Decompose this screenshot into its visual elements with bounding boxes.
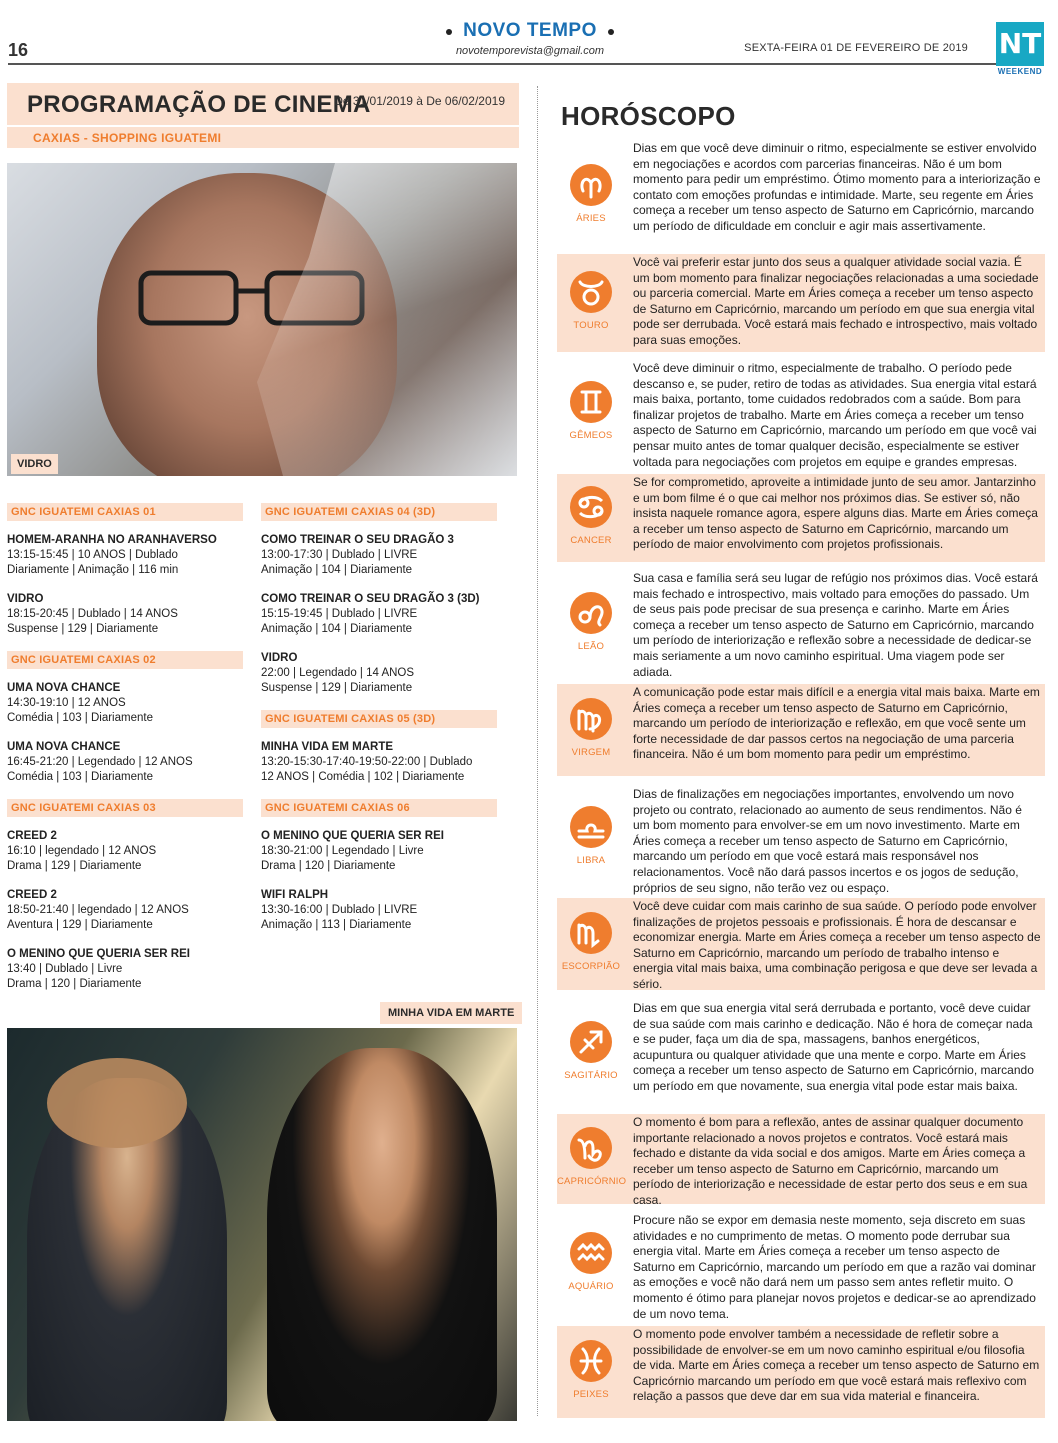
- sign-text: Dias em que você deve diminuir o ritmo, especialmente se estiver envolvido em negociações e acordos com parcerias financeiras. Não é um bom momento para pedir um empréstimo. Ótimo momento para a interiorização e contato com emoções profundas e intimidade. Marte, seu regente em Áries começa a receber um tenso aspecto de Saturno em Capricórnio, marcando um período de dificuldade em concluir e agir mais assertivamente.: [633, 141, 1041, 233]
- sign-name: VIRGEM: [571, 747, 611, 758]
- horoscope-entry: [557, 474, 1045, 562]
- sign-text: Você deve diminuir o ritmo, especialmente de trabalho. O período pede descanso e, se puder, retiro de todas as atividades. Sua energia vital estará mais baixa, portanto, tome cuidados redobrados com a saúde. Bom para finalizar projetos de trabalho. Marte em Áries começa a receber um tenso aspecto de Saturno em Capricórnio, marcando um período em que você vai pensar muito antes de tomar qualquer decisão, especialmente se estiver voltada para negociações com projetos em equipe e grandes empresas.: [633, 361, 1037, 469]
- movie-details: 13:00-17:30 | Dublado | LIVRE: [261, 549, 418, 561]
- movie-title: O MENINO QUE QUERIA SER REI: [261, 830, 444, 842]
- sign-icon-cell: [557, 1212, 625, 1316]
- movie-title: CREED 2: [7, 830, 57, 842]
- movie-listing: [7, 681, 243, 726]
- sign-name: ÁRIES: [576, 213, 606, 224]
- movie-listing: [7, 829, 243, 874]
- sign-name: AQUÁRIO: [568, 1281, 614, 1292]
- movie-details: 22:00 | Legendado | 14 ANOS: [261, 667, 415, 679]
- movie-details: Comédia | 103 | Diariamente: [7, 712, 153, 724]
- movie-title: MINHA VIDA EM MARTE: [261, 741, 394, 753]
- sign-text: Se for comprometido, aproveite a intimidade junto de seu amor. Jantarzinho e um bom filme é o que cai melhor nos próximos dias. Se estiver só, não insista naquele romance agora, espere alguns dias. Marte em Áries começa a receber um tenso aspecto de Saturno em Capricórnio, marcando um período de maior envolvimento com projetos profissionais.: [633, 475, 1038, 552]
- movie-title: COMO TREINAR O SEU DRAGÃO 3: [261, 534, 454, 546]
- movie-details: Comédia | 103 | Diariamente: [7, 771, 153, 783]
- sign-name: TOURO: [573, 320, 609, 331]
- sign-name: PEIXES: [573, 1389, 609, 1400]
- aries-icon: [567, 161, 615, 209]
- sign-icon-cell: [557, 360, 625, 466]
- movie-listing: [261, 533, 497, 578]
- room-header: GNC IGUATEMI CAXIAS 05 (3D): [261, 710, 497, 728]
- scorpio-icon: [567, 909, 615, 957]
- logo-subtitle: WEEKEND: [997, 67, 1043, 76]
- movie-details: Animação | 113 | Diariamente: [261, 919, 412, 931]
- brand-email[interactable]: novotemporevista@gmail.com: [455, 45, 605, 57]
- movie-listing: [7, 592, 243, 637]
- movie-details: Suspense | 129 | Diariamente: [7, 623, 159, 635]
- movie-details: 13:40 | Dublado | Livre: [7, 963, 123, 975]
- pisces-icon: [567, 1337, 615, 1385]
- horoscope-entry: [557, 1212, 1045, 1321]
- poster-caption-vidro: VIDRO: [11, 454, 58, 474]
- vidro-poster-image: [7, 163, 517, 476]
- sign-icon-cell: [557, 684, 625, 776]
- sign-icon-cell: [557, 1326, 625, 1418]
- sign-name: CANCER: [570, 535, 612, 546]
- movie-details: 13:30-16:00 | Dublado | LIVRE: [261, 904, 418, 916]
- sign-text: Dias em que sua energia vital será derrubada e portanto, você deve cuidar de sua saúde com mais carinho e dedicação. Não é hora de começar nada e se puder, faça um dia de spa, massagens, banhos energéticos, acupuntura ou qualquer atividade que una mente e corpo. Marte em Áries começa a receber um tenso aspecto de Saturno em Capricórnio, marcando um período em que novamente, sua energia vital pode estar mais baixa.: [633, 1001, 1034, 1093]
- movie-details: Suspense | 129 | Diariamente: [261, 682, 413, 694]
- movie-listing: [261, 592, 497, 637]
- capricorn-icon: [567, 1124, 615, 1172]
- movie-listing: [261, 651, 497, 696]
- movie-details: Animação | 104 | Diariamente: [261, 564, 413, 576]
- sign-icon-cell: [557, 140, 625, 252]
- aquarius-icon: [567, 1229, 615, 1277]
- movie-title: CREED 2: [7, 889, 57, 901]
- movie-listing: [7, 533, 243, 578]
- sign-text: A comunicação pode estar mais difícil e a energia vital mais baixa. Marte em Áries começa a receber um tenso aspecto de Saturno em Capricórnio, marcando um período de interiorização e reflexão, em que você sente um forte necessidade de dar passos certos na negociação de uma parceria financeira. Não é um bom momento para pedir um empréstimo.: [633, 685, 1040, 762]
- movie-details: 14:30-19:10 | 12 ANOS: [7, 697, 126, 709]
- movie-details: Animação | 104 | Diariamente: [261, 623, 413, 635]
- header-divider: [8, 63, 996, 65]
- libra-icon: [567, 803, 615, 851]
- room-header: GNC IGUATEMI CAXIAS 06: [261, 799, 497, 817]
- sign-icon-cell: [557, 570, 625, 678]
- cinema-location: CAXIAS - SHOPPING IGUATEMI: [33, 131, 222, 145]
- sagittarius-icon: [567, 1018, 615, 1066]
- cinema-title: PROGRAMAÇÃO DE CINEMA: [27, 91, 371, 118]
- column-divider: [537, 86, 538, 1416]
- movie-details: Drama | 120 | Diariamente: [261, 860, 396, 872]
- cinema-dates: De 31/01/2019 à De 06/02/2019: [334, 94, 505, 108]
- cinema-location-bar: [7, 125, 519, 148]
- movie-details: 13:15-15:45 | 10 ANOS | Dublado: [7, 549, 178, 561]
- movie-details: Diariamente | Animação | 116 min: [7, 564, 179, 576]
- movie-title: UMA NOVA CHANCE: [7, 741, 121, 753]
- movie-title: WIFI RALPH: [261, 889, 329, 901]
- poster-woman-figure: [267, 1048, 497, 1421]
- movie-details: 13:20-15:30-17:40-19:50-22:00 | Dublado: [261, 756, 473, 768]
- cinema-header: [7, 83, 519, 148]
- cancer-icon: [567, 483, 615, 531]
- sign-name: ESCORPIÃO: [561, 961, 621, 972]
- room-header: GNC IGUATEMI CAXIAS 03: [7, 799, 243, 817]
- sign-icon-cell: [557, 1000, 625, 1106]
- sign-name: CAPRICÓRNIO: [557, 1176, 627, 1187]
- movie-title: COMO TREINAR O SEU DRAGÃO 3 (3D): [261, 593, 480, 605]
- movie-listing: [261, 829, 497, 874]
- movie-details: Drama | 129 | Diariamente: [7, 860, 142, 872]
- bullet-dot-icon: [608, 29, 614, 35]
- room-header: GNC IGUATEMI CAXIAS 02: [7, 651, 243, 669]
- issue-date: SEXTA-FEIRA 01 DE FEVEREIRO DE 2019: [744, 42, 968, 54]
- movie-listing: [7, 888, 243, 933]
- movie-details: Drama | 120 | Diariamente: [7, 978, 142, 990]
- sign-text: Procure não se expor em demasia neste momento, seja discreto em suas atividades e no cumprimento de metas. O momento pode derrubar sua energia vital. Marte em Áries começa a receber um tenso aspecto de Saturno em Capricórnio, marcando um período em que a razão vai dominar as emoções e você não dará nem um passo sem antes refletir muito. O momento é ótimo para planejar novos projetos e dedicar-se ao aprendizado de um novo tema.: [633, 1213, 1036, 1321]
- logo-mark: NT: [996, 22, 1044, 66]
- brand-block: [440, 20, 620, 57]
- sign-icon-cell: [557, 474, 625, 562]
- horoscope-entry: [557, 140, 1045, 252]
- sign-name: SAGITÁRIO: [564, 1070, 618, 1081]
- movie-title: HOMEM-ARANHA NO ARANHAVERSO: [7, 534, 217, 546]
- gemini-icon: [567, 378, 615, 426]
- leo-icon: [567, 589, 615, 637]
- horoscope-entry: [557, 360, 1045, 469]
- movie-title: O MENINO QUE QUERIA SER REI: [7, 948, 190, 960]
- movie-details: 16:10 | legendado | 12 ANOS: [7, 845, 157, 857]
- horoscope-entry: [557, 786, 1045, 895]
- poster-caption-minha-vida: MINHA VIDA EM MARTE: [380, 1002, 522, 1024]
- movie-title: VIDRO: [261, 652, 298, 664]
- movie-listing: [7, 947, 243, 992]
- movie-details: 16:45-21:20 | Legendado | 12 ANOS: [7, 756, 193, 768]
- sign-icon-cell: [557, 1114, 625, 1204]
- sign-icon-cell: [557, 898, 625, 990]
- horoscope-entry: [557, 254, 1045, 352]
- room-header: GNC IGUATEMI CAXIAS 01: [7, 503, 243, 521]
- page-header: [0, 0, 1058, 78]
- sign-text: O momento é bom para a reflexão, antes de assinar qualquer documento importante relacionado a novos projetos e contratos. Você estará mais fechado e distante da vida social e dos amigos. Marte em Áries começa a receber um tenso aspecto de Saturno em Capricórnio, marcando um período de interiorização e necessidade de estar perto dos seus e em sua casa.: [633, 1115, 1028, 1207]
- horoscope-entry: [557, 1000, 1045, 1106]
- movie-details: 12 ANOS | Comédia | 102 | Diariamente: [261, 771, 465, 783]
- movie-title: VIDRO: [7, 593, 44, 605]
- movie-details: 15:15-19:45 | Dublado | LIVRE: [261, 608, 418, 620]
- sign-icon-cell: [557, 786, 625, 890]
- sign-name: LEÃO: [577, 641, 605, 652]
- virgo-icon: [567, 695, 615, 743]
- page-number: 16: [8, 40, 29, 60]
- sign-text: O momento pode envolver também a necessidade de refletir sobre a possibilidade de envolver-se em um novo caminho espiritual e/ou filosofia de vida. Marte em Áries começa a receber um tenso aspecto de Saturno em Capricórnio marcando um período em que você estará mais reflexivo com relação a passos que deve dar em sua vida material e financeira.: [633, 1327, 1040, 1404]
- horoscope-entry: [557, 570, 1045, 678]
- sign-name: LIBRA: [576, 855, 606, 866]
- nt-weekend-logo: [996, 22, 1044, 76]
- sign-text: Você vai preferir estar junto dos seus a qualquer atividade social vazia. É um bom momento para finalizar negociações relacionadas a uma sociedade ou parceria comercial. Marte em Áries começa a receber um tenso aspecto de Saturno em Capricórnio, marcando um período em que sua energia vital pode ser derrubada. Você estará mais fechado e introspectivo, mais voltado para suas emoções.: [633, 255, 1039, 347]
- sign-name: GÊMEOS: [569, 430, 613, 441]
- movie-details: 18:15-20:45 | Dublado | 14 ANOS: [7, 608, 178, 620]
- movie-details: Aventura | 129 | Diariamente: [7, 919, 153, 931]
- horoscope-entry: [557, 1114, 1045, 1207]
- horoscope-entry: [557, 898, 1045, 990]
- horoscope-entry: [557, 684, 1045, 776]
- movie-details: 18:30-21:00 | Legendado | Livre: [261, 845, 424, 857]
- movie-listing: [261, 740, 497, 785]
- sign-text: Dias de finalizações em negociações importantes, envolvendo um novo projeto ou contrato, relacionado ao aumento de seus rendimentos. Não é um bom momento para envolver-se em um novo investimento. Marte em Áries começa a receber um tenso aspecto de Saturno em Capricórnio, marcando um período em que você estará mais responsável nos relacionamentos. Você não dará passos incertos e os jogos de sedução, próprios de seu signo, não terão vez ou espaço.: [633, 787, 1022, 895]
- horoscope-title: HORÓSCOPO: [561, 101, 736, 131]
- poster-hair-shape: [47, 1058, 187, 1148]
- listing-column-left: [7, 503, 243, 998]
- sign-text: Sua casa e família será seu lugar de refúgio nos próximos dias. Você estará mais fechado e introspectivo, mais voltado para emoções do passado. Um de seus pais pode precisar de sua presença e carinho. Marte em Áries começa a receber um tenso aspecto de Saturno em Capricórnio, marcando um período de interiorização e reflexão sobre a necessidade de dedicar-se mais seriamente a um novo caminho espiritual. Uma viagem pode ser adiada.: [633, 571, 1038, 679]
- listing-column-right: [261, 503, 497, 939]
- taurus-icon: [567, 268, 615, 316]
- horoscope-entry: [557, 1326, 1045, 1418]
- movie-listing: [7, 740, 243, 785]
- minha-vida-em-marte-poster-image: [7, 1028, 517, 1421]
- sign-icon-cell: [557, 254, 625, 352]
- movie-details: 18:50-21:40 | legendado | 12 ANOS: [7, 904, 189, 916]
- brand-title: NOVO TEMPO: [463, 20, 597, 41]
- room-header: GNC IGUATEMI CAXIAS 04 (3D): [261, 503, 497, 521]
- bullet-dot-icon: [446, 29, 452, 35]
- movie-listing: [261, 888, 497, 933]
- movie-title: UMA NOVA CHANCE: [7, 682, 121, 694]
- sign-text: Você deve cuidar com mais carinho de sua saúde. O período pode envolver finalizações de projetos pessoais e profissionais. É hora de descansar e economizar energia. Marte em Áries começa a receber um tenso aspecto de Saturno em Capricórnio, marcando um período de trabalho intenso e energia vital mais baixa, uma combinação perigosa e que deve ser levada a sério.: [633, 899, 1041, 991]
